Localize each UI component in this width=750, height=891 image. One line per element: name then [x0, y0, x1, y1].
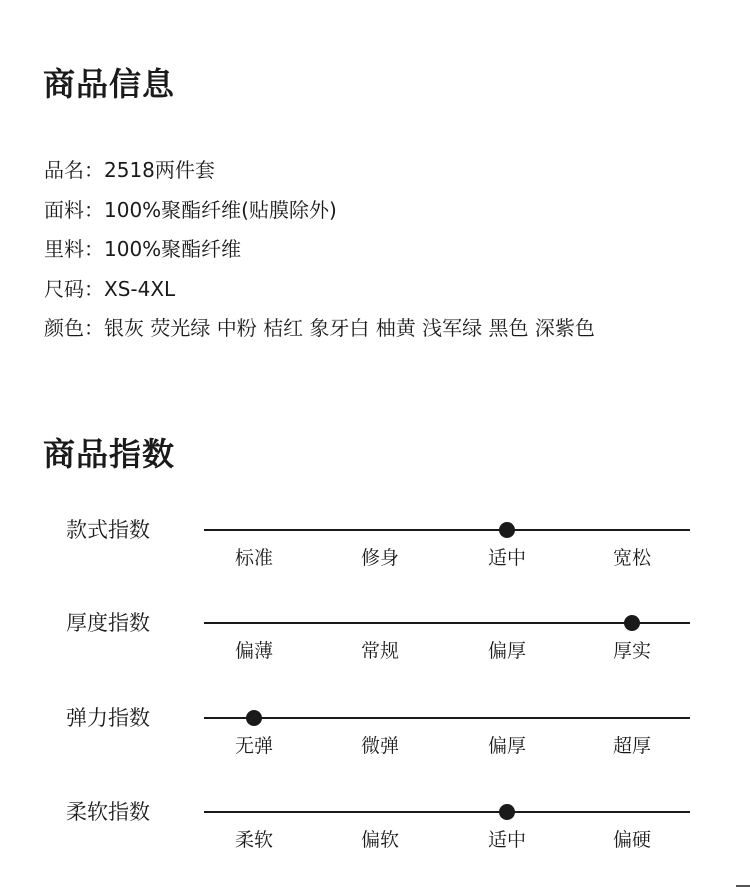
info-row-fabric: 面料：100%聚酯纤维(贴膜除外)	[44, 197, 337, 222]
softness-index-marker	[499, 804, 515, 820]
info-row-name: 品名：2518两件套	[44, 158, 215, 182]
elasticity-index-option: 无弹	[234, 735, 273, 757]
softness-index-track	[204, 811, 690, 813]
thickness-index-track	[204, 622, 690, 624]
divider	[736, 885, 750, 887]
elasticity-index-option: 超厚	[612, 735, 651, 757]
elasticity-index-track	[204, 717, 690, 719]
thickness-index-label: 厚度指数	[66, 611, 150, 635]
softness-index-label: 柔软指数	[66, 800, 150, 824]
softness-index-option: 偏硬	[612, 829, 651, 851]
style-index-marker	[499, 522, 515, 538]
product-info-list	[44, 152, 595, 350]
style-index-label: 款式指数	[66, 518, 150, 542]
style-index-option: 适中	[487, 547, 526, 569]
softness-index-option: 适中	[487, 829, 526, 851]
elasticity-index-option: 微弹	[360, 735, 399, 757]
info-row-colors: 颜色：银灰 荧光绿 中粉 桔红 象牙白 柚黄 浅军绿 黑色 深紫色	[44, 316, 595, 340]
product-index-title: 商品指数	[43, 435, 176, 473]
style-index-row	[0, 515, 750, 585]
product-info-title: 商品信息	[43, 65, 176, 103]
thickness-index-option: 偏薄	[234, 640, 273, 662]
elasticity-index-option: 偏厚	[487, 735, 526, 757]
thickness-index-row	[0, 608, 750, 678]
thickness-index-option: 厚实	[612, 640, 651, 662]
softness-index-option: 偏软	[360, 829, 399, 851]
thickness-index-marker	[624, 615, 640, 631]
softness-index-option: 柔软	[234, 829, 273, 851]
info-row-lining: 里料：100%聚酯纤维	[44, 237, 242, 261]
style-index-track	[204, 529, 690, 531]
info-row-size: 尺码：XS-4XL	[44, 276, 176, 301]
style-index-option: 标准	[234, 547, 273, 569]
elasticity-index-row	[0, 703, 750, 773]
elasticity-index-marker	[246, 710, 262, 726]
style-index-option: 修身	[360, 547, 399, 569]
softness-index-row	[0, 797, 750, 867]
elasticity-index-label: 弹力指数	[66, 706, 150, 730]
style-index-option: 宽松	[612, 547, 651, 569]
thickness-index-option: 常规	[360, 640, 399, 662]
thickness-index-option: 偏厚	[487, 640, 526, 662]
